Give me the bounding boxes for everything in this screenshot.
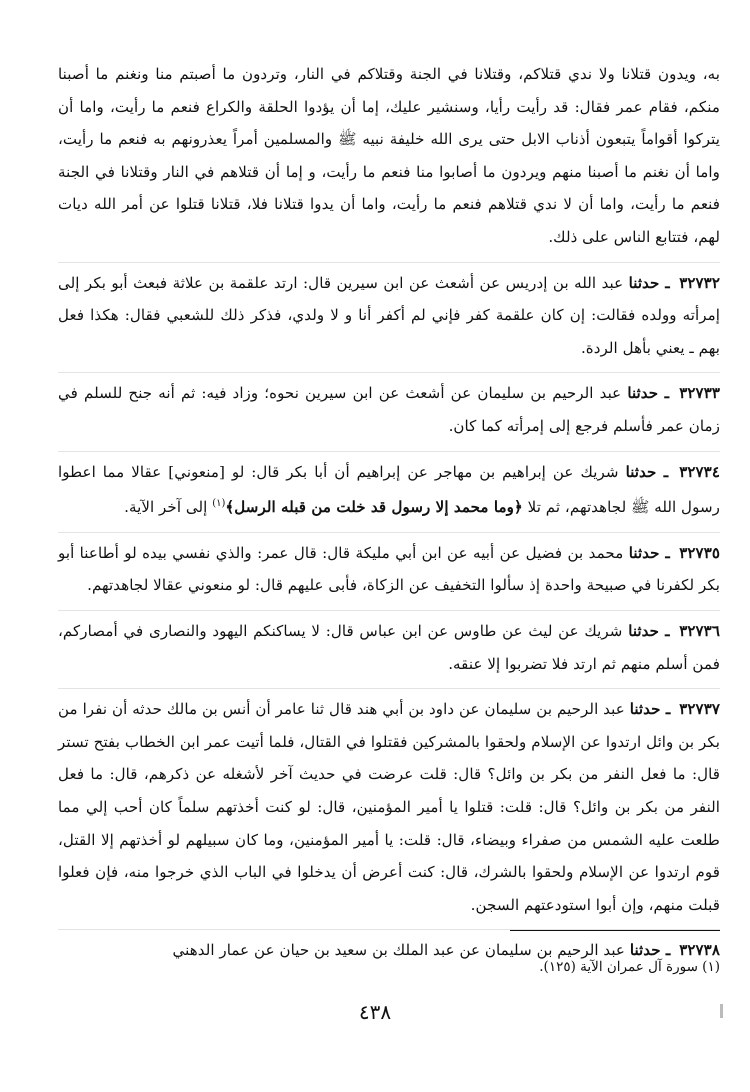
hadith-32733 bbox=[58, 372, 720, 442]
hadith-number: ٣٢٧٣٤ bbox=[679, 462, 720, 481]
footnote-divider bbox=[510, 930, 720, 931]
hadith-lead: ـ حدثنا bbox=[628, 273, 670, 292]
hadith-lead: ـ حدثنا bbox=[627, 384, 670, 403]
footnote-ref: (١) bbox=[212, 498, 226, 510]
hadith-number: ٣٢٧٣٦ bbox=[679, 621, 720, 640]
hadith-lead: ـ حدثنا bbox=[628, 543, 670, 562]
quran-quote: ﴿وما محمد إلا رسول قد خلت من قبله الرسل﴾ bbox=[225, 498, 523, 517]
hadith-text: شريك عن إبراهيم بن مهاجر عن إبراهيم أن أبا بكر قال: لو [منعوني] عقالا مما اعطوا رسول الله ﷺ لجاهدتهم، ثم تلا bbox=[58, 462, 720, 517]
hadith-lead: ـ حدثنا bbox=[625, 462, 669, 481]
hadith-lead: ـ حدثنا bbox=[629, 700, 671, 719]
hadith-text: عبد الرحيم بن سليمان عن عبد الملك بن سعيد بن حيان عن عمار الدهني bbox=[172, 941, 625, 960]
hadith-text: عبد الرحيم بن سليمان عن أشعث عن ابن سيرين نحوه؛ وزاد فيه: ثم أنه جنح للسلم في زمان عمر فأسلم فرجع إلى إمرأته كما كان. bbox=[58, 384, 720, 435]
hadith-tail: إلى آخر الآية. bbox=[124, 498, 208, 517]
hadith-number: ٣٢٧٣٧ bbox=[679, 700, 721, 719]
hadith-32735 bbox=[58, 532, 720, 602]
page-number: ٤٣٨ bbox=[358, 1000, 392, 1024]
hadith-32737 bbox=[58, 688, 720, 921]
hadith-number: ٣٢٧٣٢ bbox=[679, 273, 720, 292]
hadith-lead: ـ حدثنا bbox=[629, 941, 671, 960]
paragraph-text: به، ويدون قتلانا ولا ندي قتلاكم، وقتلانا في الجنة وقتلاكم في النار، وتردون ما أصبتم منا ونغنم ما أصبنا منكم، فقام عمر فقال: قد رأيت رأيا، وسنشير عليك، إما أن يؤدوا الحلقة والكراع فنعم ما رأيت، واما أن يتركوا أقواماً يتبعون أذناب الابل حتى يرى الله خليفة نبيه ﷺ والمسلمين أمراً يعذرونهم به فنعم ما رأيت، واما أن نغنم ما أصبنا منهم ويردون ما أصابوا منا فنعم ما رأيت، و إما أن قتلاهم في النار وقتلانا في الجنة فنعم ما رأيت، واما أن لا ندي قتلاهم فنعم ما رأيت، واما أن يدوا قتلانا فلا، قتلانا قتلوا عن أمر الله ديات لهم، فتتابع الناس على ذلك. bbox=[58, 65, 720, 246]
hadith-32734 bbox=[58, 451, 720, 524]
hadith-text: شريك عن ليث عن طاوس عن ابن عباس قال: لا يساكنكم اليهود والنصارى في أمصاركم، فمن أسلم منهم ثم ارتد فلا تضربوا إلا عنقه. bbox=[58, 621, 720, 673]
paragraph-continuation bbox=[58, 58, 720, 254]
hadith-text: محمد بن فضيل عن أبيه عن ابن أبي مليكة قال: قال عمر: والذي نفسي بيده لو أطاعنا أبو بكر لكفرنا في صبيحة واحدة إذ سألوا التخفيف عن الزكاة، فأبى عليهم قال: لو منعوني عقالا لجاهدتهم. bbox=[58, 543, 720, 595]
hadith-text: عبد الرحيم بن سليمان عن داود بن أبي هند قال ثنا عامر أن أنس بن مالك حدثه أن نفرا من بكر بن وائل ارتدوا عن الإسلام ولحقوا بالمشركين فقتلوا في القتال، فلما أتيت عمر ابن الخطاب بفتح تستر قال: ما فعل النفر من بكر بن وائل؟ قال: قلت عرضت في حديث آخر لأشغله عن ذكرهم، قال: ما فعل النفر من بكر بن وائل؟ قال: قلت: قتلوا يا أمير المؤمنين، قال: لو كنت أخذتهم سلماً كان أحب إلي مما طلعت عليه الشمس من صفراء وبيضاء، قال: قلت: يا أمير المؤمنين، وما كان سبيلهم لو أخذتهم إلا القتل، قوم ارتدوا عن الإسلام ولحقوا بالشرك، قال: كنت أعرض أن يدخلوا في الباب الذي خرجوا منه، فإن فعلوا قبلت منهم، وإن أبوا استودعتهم السجن. bbox=[58, 700, 720, 914]
hadith-32736 bbox=[58, 610, 720, 680]
hadith-text: عبد الله بن إدريس عن أشعث عن ابن سيرين قال: ارتد علقمة بن علاثة فبعث أبو بكر إلى إمرأته وولده فقالت: إن كان علقمة كفر فإني لم أكفر أنا و لا ولدي، فذكر ذلك للشعبي فقال: هكذا فعل بهم ـ يعني بأهل الردة. bbox=[58, 273, 720, 357]
hadith-number: ٣٢٧٣٥ bbox=[679, 543, 721, 562]
hadith-text-block bbox=[58, 58, 720, 975]
hadith-32732 bbox=[58, 262, 720, 365]
hadith-number: ٣٢٧٣٣ bbox=[679, 384, 721, 403]
hadith-lead: ـ حدثنا bbox=[628, 621, 670, 640]
scan-edge-mark bbox=[720, 1004, 723, 1018]
hadith-number: ٣٢٧٣٨ bbox=[679, 941, 720, 960]
footnote: (١) سورة آل عمران الآية (١٢٥). bbox=[539, 959, 720, 975]
